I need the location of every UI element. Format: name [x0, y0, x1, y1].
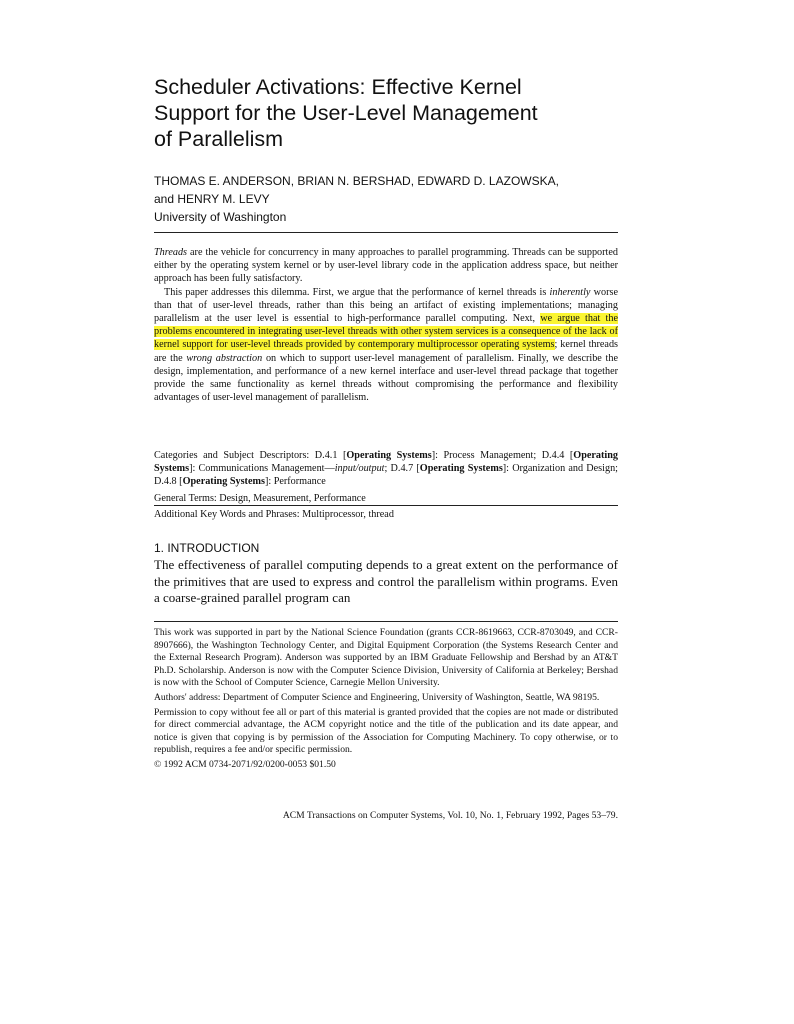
affiliation: University of Washington: [154, 210, 287, 224]
abstract-text: ; kernel threads are the: [154, 339, 619, 364]
divider: [154, 505, 618, 506]
descriptor-emphasis: input/output: [334, 463, 385, 475]
authors-address: Authors' address: Department of Computer Science and Engineering, University of Washington, Seattle, WA 98195.: [154, 691, 600, 703]
classification-block: [154, 449, 618, 524]
descriptor-bold: Operating Systems: [182, 476, 265, 488]
emphasis: inherently: [549, 286, 591, 298]
abstract-text: on which to support user-level management of parallelism. Finally, we describe the design, implementation, and performance of a new kernel interface and user-level thread package that together provide the same functionality as kernel threads without compromising the performance and flexibility advantages of user-level management of parallelism.: [154, 352, 619, 404]
divider: [154, 232, 618, 233]
abstract-paragraph: [154, 286, 618, 405]
descriptor-text: ]: Organization and Design; D.4.8 [: [154, 463, 618, 488]
title-line: Scheduler Activations: Effective Kernel: [154, 75, 522, 99]
descriptor-bold: Operating Systems: [346, 450, 432, 461]
introduction-text: The effectiveness of parallel computing depends to a great extent on the performance of the primitives that are used to express and control the parallelism within programs. Even a coarse-grained parallel program can: [154, 557, 618, 606]
funding-note: This work was supported in part by the National Science Foundation (grants CCR-8619663, CCR-8703049, and CCR-8907666), the Washington Technology Center, and Digital Equipment Corporation (the Systems Research Center and the External Research Program). Anderson was supported by an IBM Graduate Fellowship and Bershad by an AT&T Ph.D. Scholarship. Anderson is now with the Computer Science Division, University of California at Berkeley; Bershad is now with the School of Computer Science, Carnegie Mellon University.: [154, 627, 618, 689]
journal-citation: ACM Transactions on Computer Systems, Vol. 10, No. 1, February 1992, Pages 53–79.: [282, 810, 618, 821]
abstract-text: This paper addresses this dilemma. First, we argue that the performance of kernel threads is: [164, 286, 550, 298]
author-line: and HENRY M. LEVY: [154, 192, 270, 206]
permission-note: Permission to copy without fee all or part of this material is granted provided that the copies are not made or distributed for direct commercial advantage, the ACM copyright notice and the title of the publication and its date appear, and notice is given that copying is by permission of the Association for Computing Machinery. To copy otherwise, or to republish, requires a fee and/or specific permission.: [154, 706, 618, 756]
descriptor-text: ; D.4.7 [: [384, 463, 420, 475]
descriptor-text: ]: Communications Management—: [189, 463, 335, 475]
title-line: Support for the User-Level Management: [154, 101, 538, 125]
descriptor-bold: Operating Systems: [419, 463, 503, 475]
abstract-paragraph: [154, 246, 618, 286]
emphasis: Threads: [154, 247, 188, 258]
descriptor-text: ]: Performance: [264, 476, 326, 488]
abstract: [154, 246, 618, 404]
emphasis: wrong abstraction: [186, 352, 263, 364]
footnote-block: [154, 627, 618, 774]
copyright-line: © 1992 ACM 0734-2071/92/0200-0053 $01.50: [154, 758, 336, 770]
subject-descriptors: [154, 449, 618, 489]
keywords: Additional Key Words and Phrases: Multiprocessor, thread: [154, 508, 394, 520]
highlighted-text[interactable]: we argue that the problems encountered in integrating user-level threads with other system services is a consequence of the lack of kernel support for user-level threads provided by contemporary multiprocessor operating systems: [154, 313, 618, 351]
descriptor-text: Categories and Subject Descriptors: D.4.1 [: [154, 450, 347, 461]
abstract-text: worse than that of user-level threads, rather than this being an artifact of existing implementations; managing parallelism at the user level is essential to high-performance parallel computing. Next,: [154, 286, 618, 325]
abstract-text: are the vehicle for concurrency in many approaches to parallel programming. Threads can be supported either by the operating system kernel or by user-level library code in the application address space, but neither approach has been fully satisfactory.: [154, 247, 618, 285]
paper-title: [154, 74, 618, 152]
descriptor-text: ]: Process Management; D.4.4 [: [431, 450, 574, 461]
general-terms: General Terms: Design, Measurement, Performance: [154, 492, 366, 504]
section-heading: 1. INTRODUCTION: [154, 541, 260, 555]
footnote-divider: [154, 621, 618, 622]
author-block: [154, 172, 618, 226]
title-line: of Parallelism: [154, 127, 284, 151]
author-line: THOMAS E. ANDERSON, BRIAN N. BERSHAD, EDWARD D. LAZOWSKA,: [154, 174, 559, 188]
descriptor-bold: Operating Systems: [154, 450, 618, 475]
